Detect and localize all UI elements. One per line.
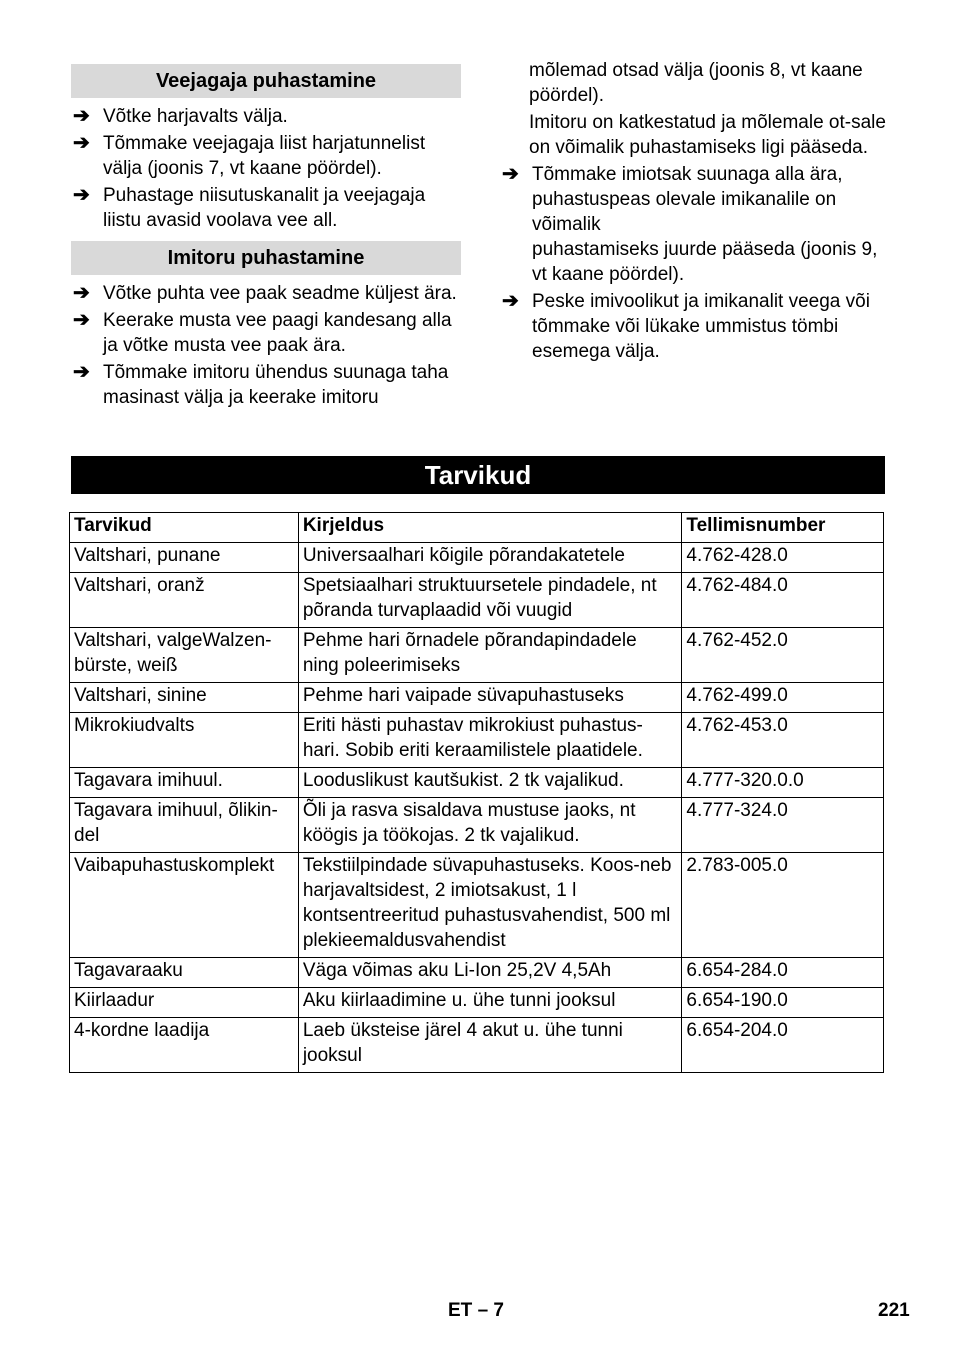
table-cell: Tagavaraaku <box>70 958 299 988</box>
table-cell: Valtshari, sinine <box>70 683 299 713</box>
table-cell: 6.654-204.0 <box>682 1018 884 1073</box>
list-item-text: Keerake musta vee paagi kandesang alla ja võtke musta vee paak ära. <box>103 310 452 356</box>
right-column <box>500 58 890 372</box>
table-cell: Tekstiilpindade süvapuhastuseks. Koos-neb harjavaltsidest, 2 imiotsakust, 1 l kontsentreeritud puhastusvahendist, 500 ml plekieemaldusvahendist <box>298 853 682 958</box>
table-row <box>70 683 884 713</box>
table-cell: Tagavara imihuul. <box>70 768 299 798</box>
table-cell: Valtshari, valgeWalzen-bürste, weiß <box>70 628 299 683</box>
table-cell: 6.654-284.0 <box>682 958 884 988</box>
table-row <box>70 853 884 958</box>
table-cell: 4.762-428.0 <box>682 543 884 573</box>
list-item <box>71 360 461 410</box>
list-item-text: Tõmmake imiotsak suunaga alla ära, puhastuspeas olevale imikanalile on võimalik <box>532 164 843 235</box>
table-row <box>70 1018 884 1073</box>
list-item-text: Võtke harjavalts välja. <box>103 106 288 127</box>
arrow-icon: ➔ <box>73 132 90 154</box>
table-cell: Tagavara imihuul, õlikin-del <box>70 798 299 853</box>
table-cell: Laeb üksteise järel 4 akut u. ühe tunni jooksul <box>298 1018 682 1073</box>
table-cell: Valtshari, oranž <box>70 573 299 628</box>
table-row <box>70 768 884 798</box>
page-number: 221 <box>878 1300 910 1321</box>
left-column <box>71 64 461 418</box>
table-cell: 4.762-452.0 <box>682 628 884 683</box>
list-item-text: Võtke puhta vee paak seadme küljest ära. <box>103 283 457 304</box>
accessories-table <box>69 512 884 1073</box>
bullet-list <box>71 104 461 233</box>
table-cell: Mikrokiudvalts <box>70 713 299 768</box>
table-cell: Spetsiaalhari struktuursetele pindadele, nt põranda turvaplaadid või vuugid <box>298 573 682 628</box>
table-cell: 4.777-320.0.0 <box>682 768 884 798</box>
list-item-text: Tõmmake imitoru ühendus suunaga taha masinast välja ja keerake imitoru <box>103 362 449 408</box>
arrow-icon: ➔ <box>502 163 519 185</box>
arrow-icon: ➔ <box>502 290 519 312</box>
bullet-list <box>71 281 461 410</box>
list-item-text: Tõmmake veejagaja liist harjatunnelist välja (joonis 7, vt kaane pöördel). <box>103 133 426 179</box>
column-header: Kirjeldus <box>298 513 682 543</box>
arrow-icon: ➔ <box>73 361 90 383</box>
list-item <box>71 281 461 306</box>
table-cell: Eriti hästi puhastav mikrokiust puhastus-hari. Sobib eriti keraamilistele plaatidele. <box>298 713 682 768</box>
section-heading: Veejagaja puhastamine <box>71 64 461 98</box>
list-item <box>71 308 461 358</box>
table-row <box>70 958 884 988</box>
table-row <box>70 713 884 768</box>
table-row <box>70 988 884 1018</box>
table-cell: 2.783-005.0 <box>682 853 884 958</box>
footer-language <box>448 1298 504 1323</box>
arrow-icon: ➔ <box>73 184 90 206</box>
list-item <box>71 104 461 129</box>
table-cell: 6.654-190.0 <box>682 988 884 1018</box>
list-item-text: Puhastage niisutuskanalit ja veejagaja liistu avasid voolava vee all. <box>103 185 426 231</box>
table-cell: Väga võimas aku Li-Ion 25,2V 4,5Ah <box>298 958 682 988</box>
table-cell: 4-kordne laadija <box>70 1018 299 1073</box>
table-cell: Pehme hari vaipade süvapuhastuseks <box>298 683 682 713</box>
table-cell: Kiirlaadur <box>70 988 299 1018</box>
table-cell: Vaibapuhastuskomplekt <box>70 853 299 958</box>
list-item <box>71 183 461 233</box>
table-cell: Õli ja rasva sisaldava mustuse jaoks, nt köögis ja töökojas. 2 tk vajalikud. <box>298 798 682 853</box>
table-cell: Universaalhari kõigile põrandakatetele <box>298 543 682 573</box>
language-code: ET <box>448 1300 473 1321</box>
arrow-icon: ➔ <box>73 105 90 127</box>
list-item-text: puhastamiseks juurde pääseda (joonis 9, vt kaane pöördel). <box>532 239 878 285</box>
table-cell: 4.777-324.0 <box>682 798 884 853</box>
table-cell: Pehme hari õrnadele põrandapindadele ning poleerimiseks <box>298 628 682 683</box>
list-item <box>500 162 890 287</box>
list-item <box>500 289 890 364</box>
table-row <box>70 543 884 573</box>
table-row <box>70 798 884 853</box>
arrow-icon: ➔ <box>73 309 90 331</box>
table-cell: Aku kiirlaadimine u. ühe tunni jooksul <box>298 988 682 1018</box>
table-row <box>70 628 884 683</box>
table-cell: 4.762-453.0 <box>682 713 884 768</box>
table-cell: Valtshari, punane <box>70 543 299 573</box>
table-cell: 4.762-484.0 <box>682 573 884 628</box>
list-item <box>71 131 461 181</box>
section-heading: Imitoru puhastamine <box>71 241 461 275</box>
table-cell: Looduslikust kautšukist. 2 tk vajalikud. <box>298 768 682 798</box>
column-header: Tellimisnumber <box>682 513 884 543</box>
table-row <box>70 573 884 628</box>
arrow-icon: ➔ <box>73 282 90 304</box>
table-header-row <box>70 513 884 543</box>
column-header: Tarvikud <box>70 513 299 543</box>
list-item-text: Peske imivoolikut ja imikanalit veega või tõmmake või lükake ummistus tömbi esemega välja. <box>532 291 870 362</box>
continued-text: mõlemad otsad välja (joonis 8, vt kaane pöördel). <box>529 60 863 106</box>
section-page-number: – 7 <box>477 1300 504 1321</box>
bullet-list <box>500 162 890 364</box>
paragraph: Imitoru on katkestatud ja mõlemale ot-sale on võimalik puhastamiseks ligi pääseda. <box>529 112 886 158</box>
section-banner: Tarvikud <box>71 456 885 494</box>
table-cell: 4.762-499.0 <box>682 683 884 713</box>
